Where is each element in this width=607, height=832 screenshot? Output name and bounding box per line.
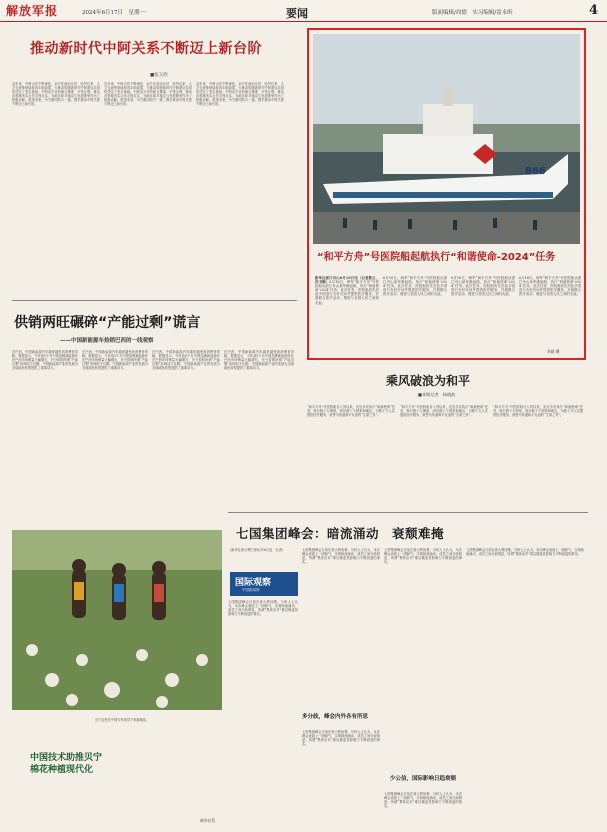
article3-byline: ■本期记者 杨晓波 <box>418 392 456 397</box>
intl-sublabel: 中国新闻网 <box>242 588 260 592</box>
section-title: 要闻 <box>286 7 308 20</box>
editor-credits: 版面编辑/周德 实习编辑/雷永昕 <box>432 10 513 16</box>
newspaper-logo: 解放军报 <box>6 4 59 18</box>
article3-col1: “和平方舟”号医院船自入列以来，先后多次执行“和谐使命”任务，航行数十万海里，到访数十个国家和地区，为数十万人次提供医疗服务，被誉为传递和平友谊的“生命之舟”。 <box>307 405 395 418</box>
feature-col4: 6月16日，海军“和平方舟”号医院船从浙江舟山某军港起航，执行“和谐使命-2024”任务。此次任务，医院船将先后赴多国进行友好访问并提供医疗服务，开展联合医疗活动，增进与各国人民之间的友谊。 <box>519 276 581 297</box>
intl-section1: 多分歧，峰会内外各有所思 <box>302 714 369 720</box>
article1-col1: 近年来，中阿合作不断深化，双方在政治互信、经贸往来、人文交流等领域取得丰硕成果，为推动构建新时代中阿命运共同体奠定了坚实基础。中阿双方坚持相互尊重、平等互利，推动各领域务实合作走深走实，为地区和平稳定与发展繁荣作出了积极贡献。展望未来，中方愿同阿方一道，携手推动中阿关系不断迈上新台阶。 <box>12 82 100 107</box>
cotton-image <box>12 530 222 710</box>
photo-credit: 李斌 摄 <box>547 349 560 354</box>
article2-col3: 在巴西，中国新能源汽车越来越受到消费者青睐。数据显示，今年前5个月中国品牌新能源车在巴西市场销量大幅增长，充分说明所谓“产能过剩”论调站不住脚，中国新能源产业的发展为全球绿色转型提供了重要动力。 <box>152 350 220 371</box>
divider <box>12 300 297 301</box>
feature-col2: 6月16日，海军“和平方舟”号医院船从浙江舟山某军港起航，执行“和谐使命-2024”任务。此次任务，医院船将先后赴多国进行友好访问并提供医疗服务，开展联合医疗活动，增进与各国人民之间的友谊。 <box>383 276 447 297</box>
article2-col2: 在巴西，中国新能源汽车越来越受到消费者青睐。数据显示，今年前5个月中国品牌新能源车在巴西市场销量大幅增长，充分说明所谓“产能过剩”论调站不住脚，中国新能源产业的发展为全球绿色转型提供了重要动力。 <box>82 350 148 371</box>
cotton-field-photo <box>12 530 222 710</box>
article4-col3: 七国集团峰会日前在意大利闭幕。分析人士认为，本次峰会表面上一团和气，实则暗流涌动，成员之间分歧明显，所谓“集体应对”难以掩盖其影响力不断衰退的事实。 <box>302 730 380 747</box>
article4-col2: 七国集团峰会日前在意大利闭幕。分析人士认为，本次峰会表面上一团和气，实则暗流涌动，成员之间分歧明显，所谓“集体应对”难以掩盖其影响力不断衰退的事实。 <box>302 548 380 565</box>
intl-observe-banner <box>230 572 298 596</box>
feature-col1: 新华社浙江舟山6月16日电（记者黎云、苏书顺）6月16日，海军“和平方舟”号医院船从浙江舟山某军港起航，执行“和谐使命-2024”任务。此次任务，医院船将先后赴多国进行友好访问并提供医疗服务，开展联合医疗活动，增进与各国人民之间的友谊。 <box>315 276 379 305</box>
article3-col3: “和平方舟”号医院船自入列以来，先后多次执行“和谐使命”任务，航行数十万海里，到访数十个国家和地区，为数十万人次提供医疗服务，被誉为传递和平友谊的“生命之舟”。 <box>493 405 583 418</box>
article3-col2: “和平方舟”号医院船自入列以来，先后多次执行“和谐使命”任务，航行数十万海里，到访数十个国家和地区，为数十万人次提供医疗服务，被誉为传递和平友谊的“生命之舟”。 <box>400 405 488 418</box>
article4-title[interactable]: 七国集团峰会：暗流涌动 衰颓难掩 <box>236 526 445 541</box>
feature-col3: 6月16日，海军“和平方舟”号医院船从浙江舟山某军港起航，执行“和谐使命-2024”任务。此次任务，医院船将先后赴多国进行友好访问并提供医疗服务，开展联合医疗活动，增进与各国人民之间的友谊。 <box>451 276 515 297</box>
intl-label: 国际观察 <box>235 578 272 588</box>
article2-title[interactable]: 供销两旺碾碎“产能过剩”谎言 <box>14 315 201 331</box>
article2-col4: 在巴西，中国新能源汽车越来越受到消费者青睐。数据显示，今年前5个月中国品牌新能源车在巴西市场销量大幅增长，充分说明所谓“产能过剩”论调站不住脚，中国新能源产业的发展为全球绿色转型提供了重要动力。 <box>224 350 294 371</box>
ship-image <box>313 34 580 244</box>
divider <box>228 512 588 513</box>
article1-byline: ■张玉欣 <box>150 73 168 78</box>
issue-date: 2024年6月17日 星期一 <box>82 10 145 16</box>
feature-dateline: 新华社浙江舟山6月16日电（记者黎云、苏书顺） <box>315 276 379 285</box>
article4-lead: （新华社意大利巴里6月16日电 记者） <box>228 548 286 552</box>
article4-col1: 七国集团峰会日前在意大利闭幕。分析人士认为，本次峰会表面上一团和气，实则暗流涌动，成员之间分歧明显，所谓“集体应对”难以掩盖其影响力不断衰退的事实。 <box>228 600 298 617</box>
feature-title[interactable]: “和平方舟”号医院船起航执行“和谐使命-2024”任务 <box>317 252 556 263</box>
article1-col3: 近年来，中阿合作不断深化，双方在政治互信、经贸往来、人文交流等领域取得丰硕成果，为推动构建新时代中阿命运共同体奠定了坚实基础。中阿双方坚持相互尊重、平等互利，推动各领域务实合作走深走实，为地区和平稳定与发展繁荣作出了积极贡献。展望未来，中方愿同阿方一道，携手推动中阿关系不断迈上新台阶。 <box>196 82 284 107</box>
feature-article-box[interactable] <box>307 28 586 360</box>
article3-title[interactable]: 乘风破浪为和平 <box>386 374 471 388</box>
article2-subtitle: ——中国新能源车热销巴西的一线观察 <box>60 338 154 344</box>
article4-col6: 七国集团峰会日前在意大利闭幕。分析人士认为，本次峰会表面上一团和气，实则暗流涌动，成员之间分歧明显，所谓“集体应对”难以掩盖其影响力不断衰退的事实。 <box>466 548 584 557</box>
article1-title[interactable]: 推动新时代中阿关系不断迈上新台阶 <box>30 41 262 57</box>
article5-credit: 新华社发 <box>200 818 216 823</box>
article1-col2: 近年来，中阿合作不断深化，双方在政治互信、经贸往来、人文交流等领域取得丰硕成果，为推动构建新时代中阿命运共同体奠定了坚实基础。中阿双方坚持相互尊重、平等互利，推动各领域务实合作走深走实，为地区和平稳定与发展繁荣作出了积极贡献。展望未来，中方愿同阿方一道，携手推动中阿关系不断迈上新台阶。 <box>104 82 192 107</box>
article2-col1: 在巴西，中国新能源汽车越来越受到消费者青睐。数据显示，今年前5个月中国品牌新能源车在巴西市场销量大幅增长，充分说明所谓“产能过剩”论调站不住脚，中国新能源产业的发展为全球绿色转型提供了重要动力。 <box>12 350 78 371</box>
article4-col4: 七国集团峰会日前在意大利闭幕。分析人士认为，本次峰会表面上一团和气，实则暗流涌动，成员之间分歧明显，所谓“集体应对”难以掩盖其影响力不断衰退的事实。 <box>384 548 462 565</box>
article5-title[interactable]: 中国技术助推贝宁 棉花种植现代化 <box>30 753 103 775</box>
page-header <box>0 0 607 22</box>
page-number: 4 <box>589 3 599 18</box>
hull-number: 866 <box>525 166 546 177</box>
intl-section2: 少公信，国际影响日趋衰颓 <box>390 776 457 782</box>
hospital-ship-photo <box>313 34 580 244</box>
article4-col5: 七国集团峰会日前在意大利闭幕。分析人士认为，本次峰会表面上一团和气，实则暗流涌动，成员之间分歧明显，所谓“集体应对”难以掩盖其影响力不断衰退的事实。 <box>384 792 462 809</box>
article5-caption: 贝宁农民在中国专家指导下采摘棉花。 <box>95 718 150 722</box>
